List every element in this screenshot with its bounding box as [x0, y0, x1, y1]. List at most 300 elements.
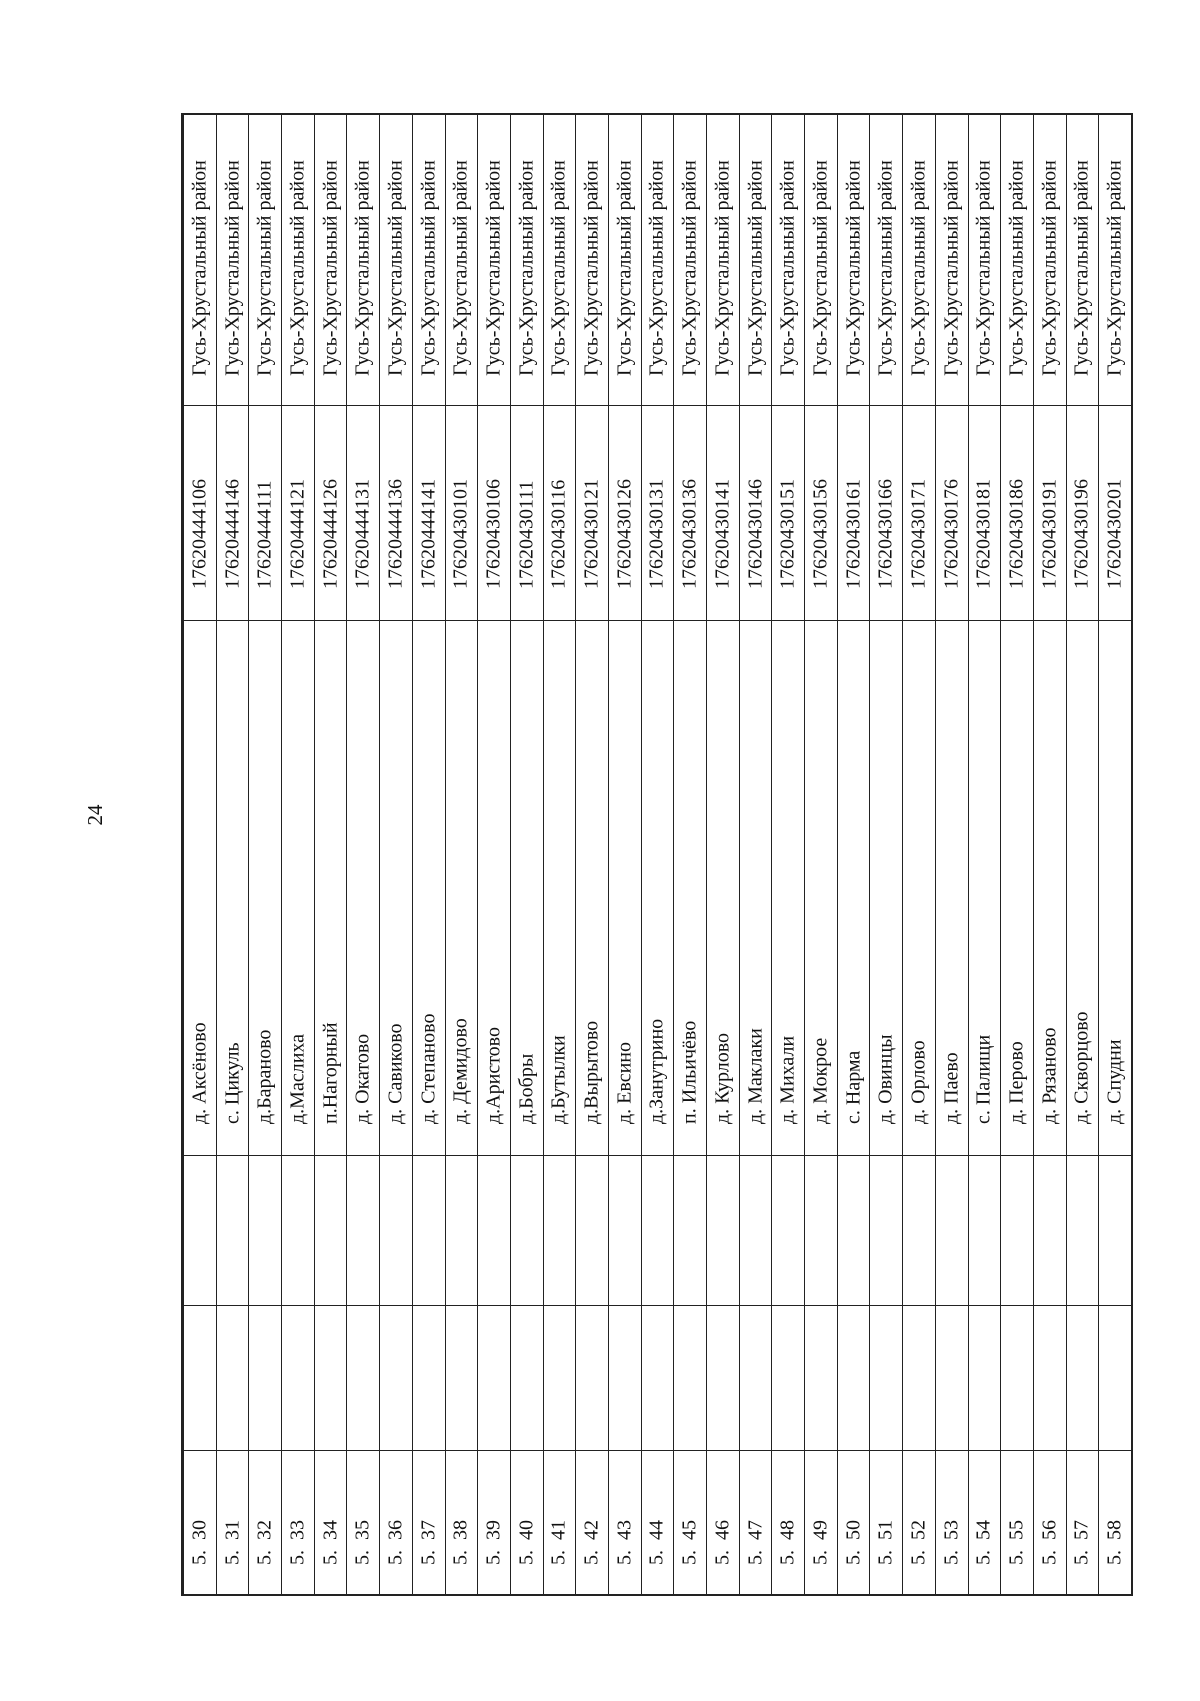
- empty-cell: [707, 1155, 739, 1305]
- table-row: [510, 115, 543, 1594]
- settlement-name: д. Орлово: [907, 1040, 930, 1124]
- row-number-cell: [740, 1450, 772, 1596]
- district-name: Гусь-Хрустальный район: [417, 160, 440, 376]
- row-number-cell: [544, 1450, 576, 1596]
- settlement-name: д. Мокрое: [809, 1037, 832, 1124]
- table-row: [1000, 115, 1033, 1594]
- row-number-cell: [1099, 1450, 1131, 1596]
- district-name: Гусь-Хрустальный район: [319, 160, 342, 376]
- row-number: 5. 52: [907, 1520, 930, 1565]
- table-row: [902, 115, 935, 1594]
- row-number: 5. 49: [809, 1520, 832, 1565]
- row-number: 5. 56: [1038, 1520, 1061, 1565]
- oktmo-code: 17620430196: [1070, 479, 1093, 589]
- row-number-cell: [1034, 1450, 1066, 1596]
- empty-cell: [1099, 1155, 1131, 1305]
- row-number-cell: [1001, 1450, 1033, 1596]
- oktmo-code: 17620444121: [286, 479, 309, 589]
- district-name: Гусь-Хрустальный район: [972, 160, 995, 376]
- empty-cell: [544, 1305, 576, 1450]
- row-number: 5. 35: [351, 1520, 374, 1565]
- settlement-name-cell: [870, 620, 902, 1155]
- oktmo-code-cell: [772, 405, 804, 620]
- table-row: [575, 115, 608, 1594]
- row-number-cell: [805, 1450, 837, 1596]
- empty-cell: [380, 1305, 412, 1450]
- district-name-cell: [642, 115, 674, 405]
- district-name-cell: [413, 115, 445, 405]
- oktmo-code: 17620430191: [1038, 479, 1061, 589]
- empty-cell: [740, 1305, 772, 1450]
- table-row: [837, 115, 870, 1594]
- oktmo-code: 17620430146: [744, 479, 767, 589]
- row-number: 5. 50: [842, 1520, 865, 1565]
- row-number: 5. 48: [776, 1520, 799, 1565]
- oktmo-code-cell: [838, 405, 870, 620]
- row-number: 5. 42: [580, 1520, 603, 1565]
- district-name: Гусь-Хрустальный район: [580, 160, 603, 376]
- empty-cell: [347, 1155, 379, 1305]
- settlement-name: с. Цикуль: [221, 1042, 244, 1124]
- oktmo-code-cell: [642, 405, 674, 620]
- row-number: 5. 30: [188, 1520, 211, 1565]
- row-number: 5. 54: [972, 1520, 995, 1565]
- empty-cell: [674, 1305, 706, 1450]
- table-row: [248, 115, 281, 1594]
- oktmo-code: 17620430101: [449, 479, 472, 589]
- oktmo-code-cell: [805, 405, 837, 620]
- settlement-name-cell: [903, 620, 935, 1155]
- oktmo-code: 17620444131: [351, 479, 374, 589]
- row-number: 5. 37: [417, 1520, 440, 1565]
- empty-cell: [969, 1305, 1001, 1450]
- table-row: [641, 115, 674, 1594]
- table-row: [412, 115, 445, 1594]
- row-number-cell: [315, 1450, 347, 1596]
- empty-cell: [642, 1155, 674, 1305]
- row-number: 5. 31: [221, 1520, 244, 1565]
- row-number-cell: [870, 1450, 902, 1596]
- empty-cell: [870, 1155, 902, 1305]
- row-number: 5. 36: [384, 1520, 407, 1565]
- district-name-cell: [674, 115, 706, 405]
- oktmo-code-cell: [707, 405, 739, 620]
- district-name-cell: [969, 115, 1001, 405]
- district-name-cell: [1099, 115, 1131, 405]
- district-name-cell: [772, 115, 804, 405]
- district-name-cell: [478, 115, 510, 405]
- settlement-name: д. Степаново: [417, 1013, 440, 1124]
- district-name: Гусь-Хрустальный район: [286, 160, 309, 376]
- table-row: [346, 115, 379, 1594]
- district-name-cell: [184, 115, 216, 405]
- row-number-cell: [838, 1450, 870, 1596]
- district-name: Гусь-Хрустальный район: [1005, 160, 1028, 376]
- table-row: [804, 115, 837, 1594]
- table-row: [673, 115, 706, 1594]
- district-name-cell: [217, 115, 249, 405]
- row-number: 5. 41: [547, 1520, 570, 1565]
- oktmo-code: 17620430136: [678, 479, 701, 589]
- empty-cell: [282, 1155, 314, 1305]
- empty-cell: [772, 1305, 804, 1450]
- oktmo-code-cell: [511, 405, 543, 620]
- table-row: [543, 115, 576, 1594]
- empty-cell: [674, 1155, 706, 1305]
- settlement-name: д. Паево: [940, 1052, 963, 1124]
- empty-cell: [347, 1305, 379, 1450]
- row-number-cell: [674, 1450, 706, 1596]
- district-name-cell: [903, 115, 935, 405]
- row-number-cell: [903, 1450, 935, 1596]
- row-number: 5. 33: [286, 1520, 309, 1565]
- row-number: 5. 45: [678, 1520, 701, 1565]
- row-number-cell: [446, 1450, 478, 1596]
- table-row: [477, 115, 510, 1594]
- row-number-cell: [217, 1450, 249, 1596]
- district-name: Гусь-Хрустальный район: [1103, 160, 1126, 376]
- empty-cell: [805, 1305, 837, 1450]
- settlement-name-cell: [347, 620, 379, 1155]
- settlement-name-cell: [805, 620, 837, 1155]
- settlement-name: с. Палищи: [972, 1034, 995, 1124]
- district-name-cell: [446, 115, 478, 405]
- settlement-name-cell: [413, 620, 445, 1155]
- row-number-cell: [772, 1450, 804, 1596]
- oktmo-code-cell: [674, 405, 706, 620]
- oktmo-code: 17620430166: [874, 479, 897, 589]
- empty-cell: [184, 1155, 216, 1305]
- settlement-name-cell: [446, 620, 478, 1155]
- oktmo-code-cell: [282, 405, 314, 620]
- empty-cell: [446, 1155, 478, 1305]
- oktmo-code: 17620430161: [842, 479, 865, 589]
- district-name: Гусь-Хрустальный район: [384, 160, 407, 376]
- row-number-cell: [347, 1450, 379, 1596]
- district-name: Гусь-Хрустальный район: [253, 160, 276, 376]
- settlement-name: д. Михали: [776, 1035, 799, 1124]
- settlement-name: д.Маслиха: [286, 1033, 309, 1124]
- empty-cell: [772, 1155, 804, 1305]
- oktmo-code-cell: [1001, 405, 1033, 620]
- row-number: 5. 39: [482, 1520, 505, 1565]
- table-row: [1066, 115, 1099, 1594]
- settlement-name: д. Демидово: [449, 1018, 472, 1124]
- oktmo-code: 17620430111: [515, 480, 538, 589]
- oktmo-code: 17620444126: [319, 479, 342, 589]
- oktmo-code-cell: [446, 405, 478, 620]
- empty-cell: [609, 1155, 641, 1305]
- row-number: 5. 32: [253, 1520, 276, 1565]
- district-name: Гусь-Хрустальный район: [1038, 160, 1061, 376]
- settlement-name-cell: [674, 620, 706, 1155]
- oktmo-code-cell: [380, 405, 412, 620]
- settlement-name: д.Бараново: [253, 1029, 276, 1124]
- settlement-name-cell: [838, 620, 870, 1155]
- empty-cell: [1001, 1305, 1033, 1450]
- settlement-name: д. Савиково: [384, 1023, 407, 1124]
- oktmo-code-cell: [347, 405, 379, 620]
- district-name: Гусь-Хрустальный район: [221, 160, 244, 376]
- empty-cell: [282, 1305, 314, 1450]
- oktmo-code-cell: [740, 405, 772, 620]
- oktmo-code: 17620430186: [1005, 479, 1028, 589]
- oktmo-code-cell: [936, 405, 968, 620]
- oktmo-code: 17620444146: [221, 479, 244, 589]
- district-name-cell: [576, 115, 608, 405]
- district-name: Гусь-Хрустальный район: [711, 160, 734, 376]
- empty-cell: [315, 1305, 347, 1450]
- empty-cell: [380, 1155, 412, 1305]
- oktmo-code-cell: [576, 405, 608, 620]
- settlement-name: д. Перово: [1005, 1041, 1028, 1124]
- settlement-name: д. Курлово: [711, 1032, 734, 1124]
- settlement-name: п. Ильичёво: [678, 1020, 701, 1124]
- empty-cell: [1067, 1305, 1099, 1450]
- empty-cell: [478, 1305, 510, 1450]
- row-number-cell: [511, 1450, 543, 1596]
- oktmo-code-cell: [184, 405, 216, 620]
- oktmo-code-cell: [217, 405, 249, 620]
- district-name-cell: [1001, 115, 1033, 405]
- row-number: 5. 57: [1070, 1520, 1093, 1565]
- oktmo-code-cell: [609, 405, 641, 620]
- settlement-name-cell: [609, 620, 641, 1155]
- district-name: Гусь-Хрустальный район: [188, 160, 211, 376]
- empty-cell: [478, 1155, 510, 1305]
- table-row: [314, 115, 347, 1594]
- table-row: [869, 115, 902, 1594]
- settlement-name-cell: [772, 620, 804, 1155]
- empty-cell: [969, 1155, 1001, 1305]
- row-number-cell: [1067, 1450, 1099, 1596]
- oktmo-code-cell: [249, 405, 281, 620]
- table-row: [379, 115, 412, 1594]
- empty-cell: [1099, 1305, 1131, 1450]
- district-name-cell: [936, 115, 968, 405]
- row-number: 5. 46: [711, 1520, 734, 1565]
- oktmo-code: 17620430181: [972, 479, 995, 589]
- empty-cell: [511, 1305, 543, 1450]
- settlement-name-cell: [380, 620, 412, 1155]
- settlement-name-cell: [478, 620, 510, 1155]
- oktmo-code: 17620430141: [711, 479, 734, 589]
- settlement-name: д. Евсино: [613, 1041, 636, 1124]
- empty-cell: [315, 1155, 347, 1305]
- empty-cell: [838, 1305, 870, 1450]
- empty-cell: [642, 1305, 674, 1450]
- district-name: Гусь-Хрустальный район: [645, 160, 668, 376]
- empty-cell: [805, 1155, 837, 1305]
- district-name: Гусь-Хрустальный район: [515, 160, 538, 376]
- empty-cell: [413, 1155, 445, 1305]
- empty-cell: [903, 1305, 935, 1450]
- row-number-cell: [282, 1450, 314, 1596]
- row-number-cell: [184, 1450, 216, 1596]
- row-number-cell: [413, 1450, 445, 1596]
- district-name: Гусь-Хрустальный район: [842, 160, 865, 376]
- settlement-name: д. Маклаки: [744, 1028, 767, 1124]
- table-row: [216, 115, 249, 1594]
- district-name-cell: [249, 115, 281, 405]
- settlement-name: д. Окатово: [351, 1033, 374, 1124]
- settlement-name-cell: [184, 620, 216, 1155]
- oktmo-code: 17620430201: [1103, 479, 1126, 589]
- empty-cell: [184, 1305, 216, 1450]
- district-name-cell: [544, 115, 576, 405]
- row-number: 5. 43: [613, 1520, 636, 1565]
- district-name-cell: [740, 115, 772, 405]
- district-name: Гусь-Хрустальный район: [809, 160, 832, 376]
- oktmo-code: 17620430131: [645, 479, 668, 589]
- row-number-cell: [707, 1450, 739, 1596]
- row-number-cell: [642, 1450, 674, 1596]
- table-row: [183, 115, 216, 1594]
- settlement-name-cell: [249, 620, 281, 1155]
- empty-cell: [870, 1305, 902, 1450]
- district-name: Гусь-Хрустальный район: [1070, 160, 1093, 376]
- row-number: 5. 34: [319, 1520, 342, 1565]
- empty-cell: [838, 1155, 870, 1305]
- settlement-name-cell: [217, 620, 249, 1155]
- oktmo-code-cell: [1034, 405, 1066, 620]
- oktmo-code-cell: [1099, 405, 1131, 620]
- district-name-cell: [707, 115, 739, 405]
- settlement-name-cell: [1034, 620, 1066, 1155]
- empty-cell: [1034, 1155, 1066, 1305]
- row-number: 5. 40: [515, 1520, 538, 1565]
- row-number: 5. 51: [874, 1520, 897, 1565]
- district-name: Гусь-Хрустальный район: [547, 160, 570, 376]
- district-name-cell: [1067, 115, 1099, 405]
- table-row: [739, 115, 772, 1594]
- oktmo-code: 17620444111: [253, 480, 276, 589]
- empty-cell: [446, 1305, 478, 1450]
- empty-cell: [936, 1155, 968, 1305]
- row-number-cell: [249, 1450, 281, 1596]
- row-number-cell: [576, 1450, 608, 1596]
- district-name: Гусь-Хрустальный район: [940, 160, 963, 376]
- settlement-name: д. Овинцы: [874, 1034, 897, 1124]
- empty-cell: [903, 1155, 935, 1305]
- district-name-cell: [609, 115, 641, 405]
- oktmo-code: 17620430126: [613, 479, 636, 589]
- settlement-name: д.Бобры: [515, 1053, 538, 1124]
- settlement-name-cell: [936, 620, 968, 1155]
- empty-cell: [249, 1305, 281, 1450]
- table-row: [608, 115, 641, 1594]
- settlement-name-cell: [511, 620, 543, 1155]
- district-name: Гусь-Хрустальный район: [678, 160, 701, 376]
- settlement-name-cell: [1067, 620, 1099, 1155]
- table-row: [935, 115, 968, 1594]
- settlement-name: д. Рязаново: [1038, 1027, 1061, 1124]
- table-row: [968, 115, 1001, 1594]
- district-name-cell: [838, 115, 870, 405]
- empty-cell: [1034, 1305, 1066, 1450]
- oktmo-code: 17620430106: [482, 479, 505, 589]
- empty-cell: [576, 1155, 608, 1305]
- row-number: 5. 38: [449, 1520, 472, 1565]
- oktmo-code-cell: [1067, 405, 1099, 620]
- settlement-name: д.Вырытово: [580, 1020, 603, 1124]
- settlement-name-cell: [282, 620, 314, 1155]
- settlement-name-cell: [707, 620, 739, 1155]
- district-name: Гусь-Хрустальный район: [613, 160, 636, 376]
- settlement-name: п.Нагорный: [319, 1022, 342, 1124]
- oktmo-code: 17620430116: [547, 479, 570, 589]
- row-number-cell: [478, 1450, 510, 1596]
- settlement-name: д.Аристово: [482, 1027, 505, 1124]
- oktmo-code: 17620430121: [580, 479, 603, 589]
- empty-cell: [544, 1155, 576, 1305]
- oktmo-code: 17620444141: [417, 479, 440, 589]
- settlement-name: с. Нарма: [842, 1050, 865, 1124]
- empty-cell: [1001, 1155, 1033, 1305]
- empty-cell: [576, 1305, 608, 1450]
- empty-cell: [936, 1305, 968, 1450]
- empty-cell: [609, 1305, 641, 1450]
- district-name: Гусь-Хрустальный район: [907, 160, 930, 376]
- row-number: 5. 44: [645, 1520, 668, 1565]
- page-number: 24: [83, 804, 107, 826]
- district-name-cell: [315, 115, 347, 405]
- empty-cell: [511, 1155, 543, 1305]
- oktmo-code: 17620430156: [809, 479, 832, 589]
- district-name-cell: [805, 115, 837, 405]
- oktmo-code-cell: [969, 405, 1001, 620]
- table-row: [771, 115, 804, 1594]
- settlement-name: д. Спудни: [1103, 1039, 1126, 1124]
- table-row: [1098, 115, 1131, 1594]
- row-number-cell: [936, 1450, 968, 1596]
- row-number: 5. 55: [1005, 1520, 1028, 1565]
- district-name: Гусь-Хрустальный район: [482, 160, 505, 376]
- district-name-cell: [870, 115, 902, 405]
- settlement-name: д.Бутылки: [547, 1035, 570, 1124]
- empty-cell: [217, 1305, 249, 1450]
- district-name: Гусь-Хрустальный район: [874, 160, 897, 376]
- oktmo-code-cell: [870, 405, 902, 620]
- empty-cell: [707, 1305, 739, 1450]
- row-number: 5. 58: [1103, 1520, 1126, 1565]
- settlement-name: д. Аксёново: [188, 1022, 211, 1124]
- row-number-cell: [969, 1450, 1001, 1596]
- settlement-name-cell: [1099, 620, 1131, 1155]
- table-row: [1033, 115, 1066, 1594]
- district-name-cell: [1034, 115, 1066, 405]
- table-row: [281, 115, 314, 1594]
- oktmo-code-cell: [315, 405, 347, 620]
- district-name: Гусь-Хрустальный район: [744, 160, 767, 376]
- empty-cell: [217, 1155, 249, 1305]
- row-number: 5. 53: [940, 1520, 963, 1565]
- settlements-table: [181, 113, 1133, 1596]
- table-row: [706, 115, 739, 1594]
- settlement-name-cell: [740, 620, 772, 1155]
- district-name-cell: [511, 115, 543, 405]
- oktmo-code-cell: [544, 405, 576, 620]
- oktmo-code: 17620444136: [384, 479, 407, 589]
- district-name: Гусь-Хрустальный район: [776, 160, 799, 376]
- oktmo-code-cell: [478, 405, 510, 620]
- district-name: Гусь-Хрустальный район: [351, 160, 374, 376]
- oktmo-code: 17620430171: [907, 479, 930, 589]
- settlement-name-cell: [642, 620, 674, 1155]
- empty-cell: [413, 1305, 445, 1450]
- oktmo-code: 17620444106: [188, 479, 211, 589]
- oktmo-code: 17620430176: [940, 479, 963, 589]
